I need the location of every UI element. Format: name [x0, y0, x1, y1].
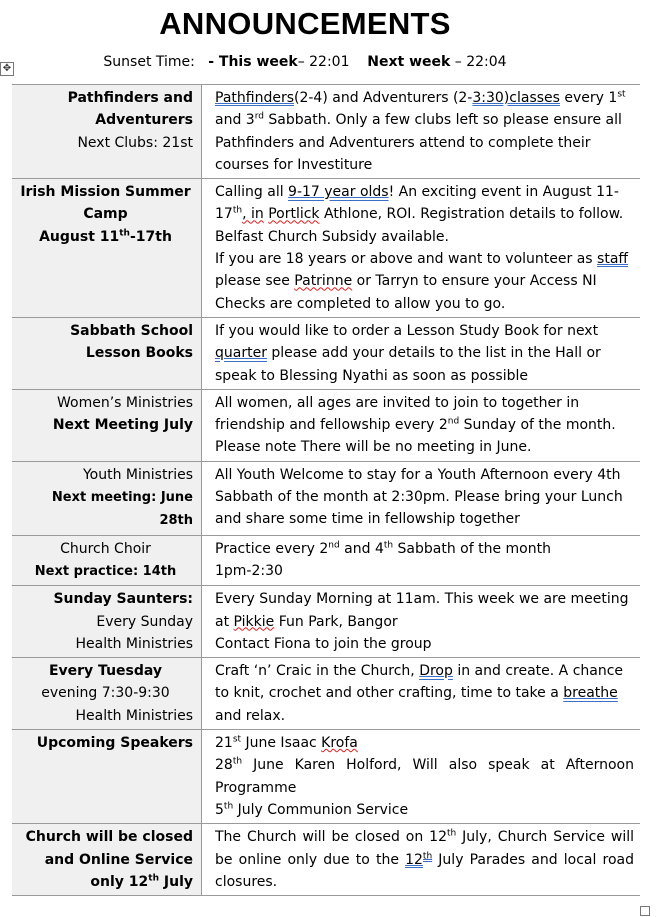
text-span: Patrinne [294, 273, 353, 290]
superscript: th [148, 873, 160, 884]
text-span: June Karen Holford, Will also speak at Afternoon Programme [215, 757, 634, 796]
label-line: Youth Ministries [82, 466, 193, 483]
row-label-youth-ministries [12, 461, 202, 535]
label-line: Health Ministries [75, 635, 193, 652]
text-span: 12 [405, 851, 423, 868]
label-line: Church will be closed [25, 829, 193, 846]
label-line: Adventurers [95, 112, 193, 129]
text-span: in and create. A chance to knit, crochet and other crafting, time to take a [215, 663, 624, 702]
row-label-upcoming-speakers [12, 730, 202, 824]
text-span: The Church will be closed on 12 [215, 829, 447, 846]
label-line: Next Clubs: 21st [77, 134, 193, 151]
row-label-womens-ministries [12, 389, 202, 461]
label-line: Next Meeting July [52, 417, 193, 434]
text-span: 21 [215, 735, 233, 752]
superscript: th [232, 756, 243, 767]
table-move-handle-icon[interactable]: ✥ [0, 62, 14, 76]
label-line: Upcoming Speakers [36, 735, 193, 752]
text-span: quarter [215, 345, 267, 362]
text-span: Craft ‘n’ Craic in the Church, [215, 663, 420, 680]
text-span: July, Church Service will be online only due to the [215, 829, 634, 868]
text-span: 3:30)classes [472, 90, 560, 106]
table-row-upcoming-speakers [12, 730, 640, 824]
label-line: Irish Mission Summer [20, 184, 191, 201]
label-line: and Online Service [44, 851, 193, 868]
text-span: Portlick [268, 206, 320, 223]
text-span: July Communion Service [233, 801, 409, 818]
text-span: If you would like to order a Lesson Study Book for next [215, 322, 599, 339]
superscript: st [617, 89, 626, 100]
sunset-times [0, 54, 610, 70]
row-text-church-choir [202, 535, 641, 586]
superscript: rd [254, 111, 264, 122]
text-span: breathe [563, 685, 618, 702]
superscript: nd [447, 416, 460, 427]
next-week-time: – 22:04 [454, 54, 507, 70]
text-span: Calling all [215, 184, 289, 201]
superscript: th [447, 828, 457, 839]
text-span: , in [242, 206, 264, 223]
row-text-church-closed [202, 824, 641, 896]
text-span: If you are 18 years or above and want to volunteer as [215, 251, 598, 268]
this-week-label: - This week [208, 54, 298, 70]
label-line: Health Ministries [75, 707, 193, 724]
label-line: Every Tuesday [48, 663, 163, 680]
label-line: Sabbath School [70, 322, 193, 339]
label-line: -17th [129, 228, 172, 245]
label-line: evening 7:30-9:30 [41, 685, 170, 702]
label-line: Next meeting: June [51, 490, 193, 506]
row-label-sunday-saunters [12, 586, 202, 658]
row-text-upcoming-speakers [202, 730, 641, 824]
table-row-pathfinders [12, 85, 640, 179]
row-label-church-choir [12, 535, 202, 586]
text-span: 28 [215, 757, 233, 774]
text-span: Krofa [321, 735, 358, 752]
next-week-label: Next week [367, 54, 451, 70]
table-row-womens-ministries [12, 389, 640, 461]
row-text-pathfinders [202, 85, 641, 179]
text-span: 9-17 year olds [288, 184, 389, 201]
text-span: Sunday of the month. Please note There will be no meeting in June. [215, 417, 616, 456]
label-line: Lesson Books [85, 345, 193, 362]
label-line: August 11 [39, 228, 120, 245]
row-label-pathfinders [12, 85, 202, 179]
text-span: and 3 [215, 112, 255, 129]
row-text-womens-ministries [202, 389, 641, 461]
superscript: th [383, 539, 394, 550]
text-span: please see [215, 273, 295, 290]
superscript: th [422, 850, 433, 861]
row-text-sunday-saunters [202, 586, 641, 658]
text-span: staff [597, 251, 629, 268]
table-row-church-choir [12, 535, 640, 586]
superscript: st [232, 734, 242, 745]
text-span: Sabbath of the month [393, 540, 551, 557]
table-row-sabbath-school [12, 317, 640, 389]
label-line: only 12 [90, 873, 149, 890]
superscript: nd [328, 539, 340, 550]
label-line: 28th [159, 513, 193, 529]
this-week-time: – 22:01 [297, 54, 350, 70]
superscript: th [223, 801, 234, 812]
text-span: Sabbath. Only a few clubs left so please ensure all Pathfinders and Adventurers attend to complete their courses for Investiture [215, 112, 622, 173]
superscript: th [119, 228, 130, 239]
row-label-every-tuesday [12, 658, 202, 730]
text-span: please add your details to the list in the Hall or speak to Blessing Nyathi as soon as possible [215, 345, 601, 384]
label-line: Church Choir [60, 540, 151, 557]
label-line: Camp [83, 206, 128, 223]
table-row-sunday-saunters [12, 586, 640, 658]
row-label-sabbath-school [12, 317, 202, 389]
label-line: Sunday Saunters: [53, 591, 193, 608]
text-span: Every Sunday Morning at 11am. This week we are meeting at [215, 591, 629, 630]
text-span: 1pm-2:30 [215, 562, 283, 579]
text-span: Athlone, ROI. Registration details to follow. Belfast Church Subsidy available. [215, 206, 624, 245]
announcements-table [12, 84, 640, 896]
text-span: Fun Park, Bangor [274, 613, 398, 630]
page-title: ANNOUNCEMENTS [159, 6, 451, 41]
row-text-youth-ministries: All Youth Welcome to stay for a Youth Afternoon every 4th Sabbath of the month at 2:30pm. Please bring your Lunch and share some time in fellowship together [202, 461, 641, 535]
table-row-irish-mission [12, 179, 640, 318]
text-span: Pikkie [233, 613, 275, 630]
superscript: th [232, 205, 243, 216]
table-row-youth-ministries [12, 461, 640, 535]
text-span: Contact Fiona to join the group [215, 635, 432, 652]
text-span: and relax. [215, 707, 286, 724]
label-line: Every Sunday [96, 613, 193, 630]
text-span: 5 [215, 801, 224, 818]
text-span: June Isaac [241, 735, 322, 752]
row-text-sabbath-school [202, 317, 641, 389]
table-row-every-tuesday [12, 658, 640, 730]
row-label-irish-mission [12, 179, 202, 318]
label-line: Pathfinders and [67, 90, 193, 106]
text-span: every 1 [564, 90, 618, 106]
label-line: Women’s Ministries [57, 394, 193, 411]
row-text-irish-mission [202, 179, 641, 318]
table-resize-handle-icon[interactable] [640, 906, 650, 916]
row-label-church-closed [12, 824, 202, 896]
text-span: and 4 [339, 540, 384, 557]
text-span: (2-4) and Adventurers (2- [294, 90, 473, 106]
text-span: Drop [419, 663, 453, 680]
label-line: Next practice: 14th [34, 563, 177, 579]
sunset-label: Sunset Time: [103, 54, 195, 70]
table-row-church-closed [12, 824, 640, 896]
text-span: or Tarryn to ensure your Access NI Checks are completed to allow you to go. [215, 273, 597, 312]
text-span: July Parades and local road closures. [215, 851, 635, 890]
row-text-every-tuesday [202, 658, 641, 730]
text-span: All women, all ages are invited to join to together in friendship and fellowship every 2 [215, 394, 580, 434]
text-span: Practice every 2 [215, 540, 329, 557]
label-line: July [159, 873, 193, 890]
text-span: ! An exciting event in August 11-17 [215, 184, 619, 223]
text-span: Pathfinders [215, 90, 294, 106]
